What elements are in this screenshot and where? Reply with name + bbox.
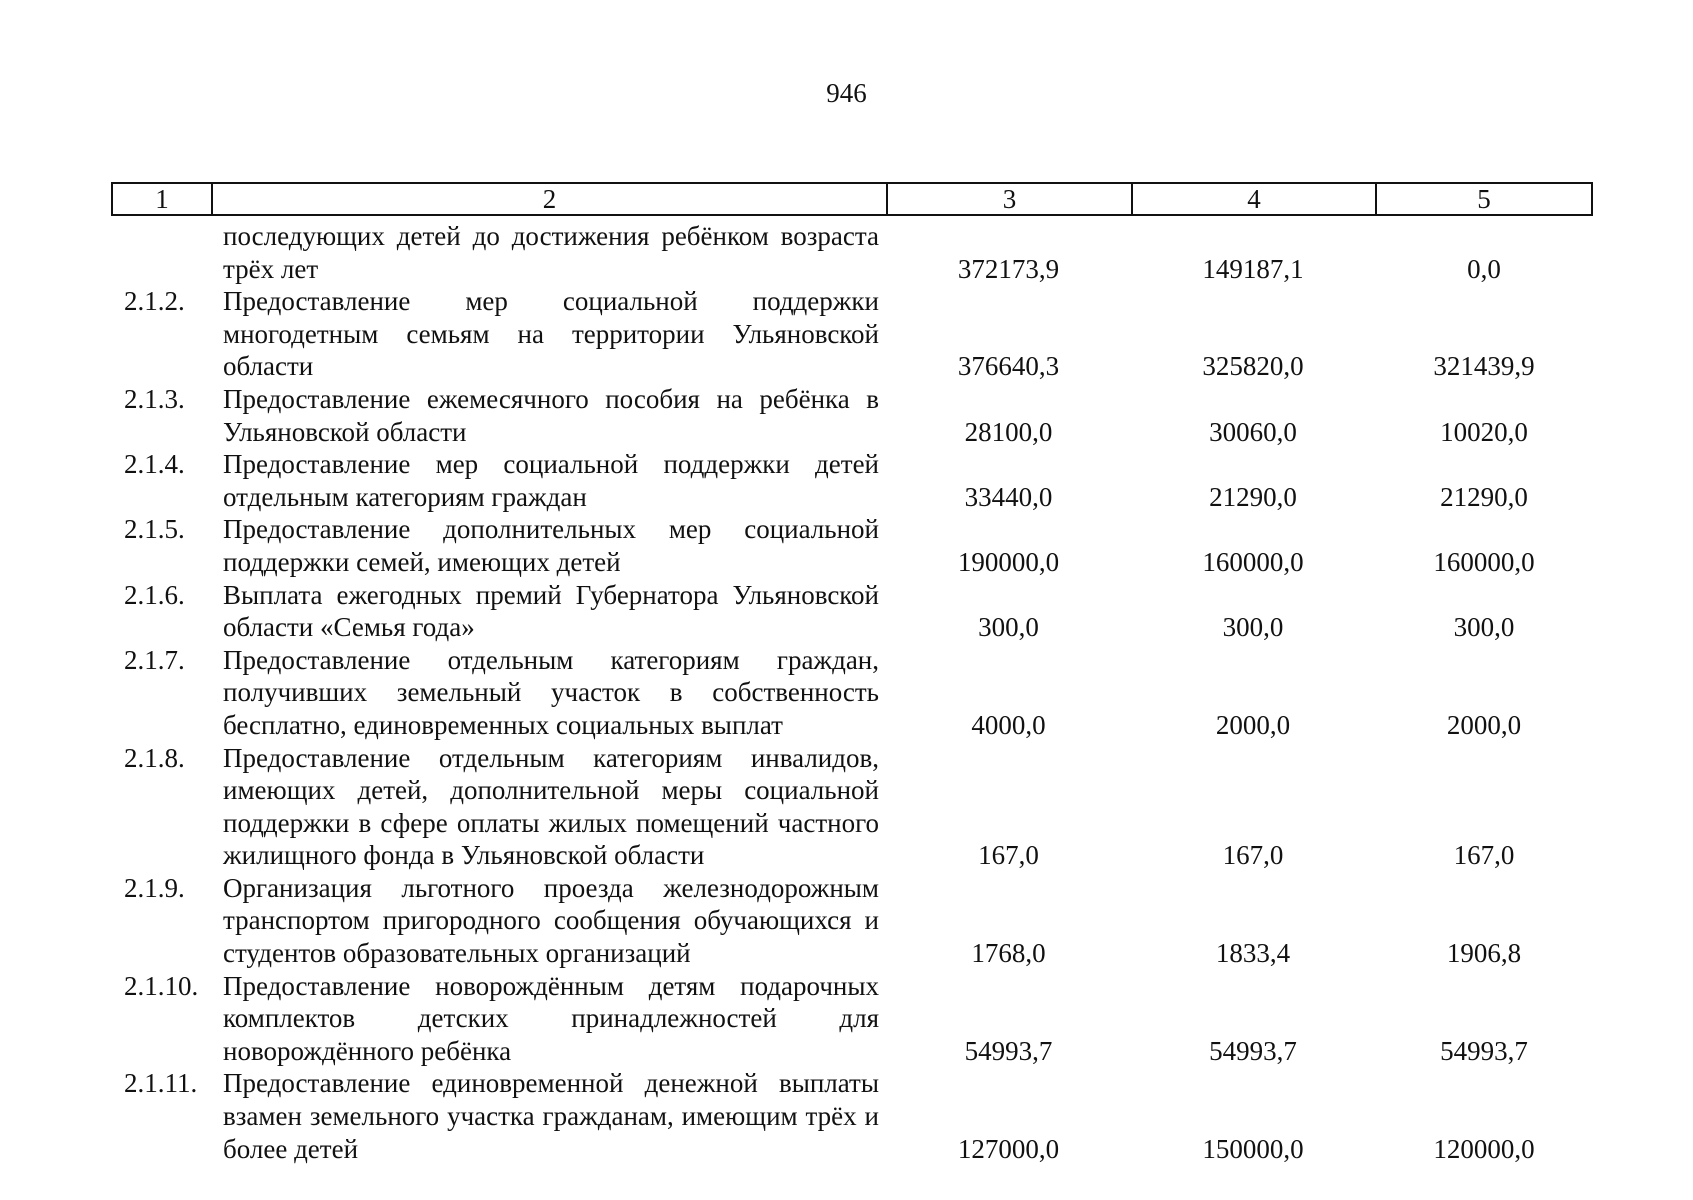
row-description: Выплата ежегодных премий Губернатора Ульяновской области «Семья года»: [223, 579, 879, 643]
row-description: Предоставление дополнительных мер социальной поддержки семей, имеющих детей: [223, 514, 879, 577]
row-value-col-3: 127000,0: [957, 1133, 1060, 1164]
row-value-col-5: 120000,0: [1433, 1133, 1535, 1164]
row-number: 2.1.3.: [124, 383, 185, 414]
row-value-col-3: 4000,0: [971, 709, 1046, 740]
row-value-col-5: 1906,8: [1446, 938, 1522, 969]
row-description: Предоставление отдельным категориям инвалидов, имеющих детей, дополнительной меры социальной поддержки в сфере оплаты жилых помещений частного жилищного фонда в Ульяновской области: [223, 742, 879, 871]
row-value-col-3: 190000,0: [957, 546, 1060, 577]
row-value-col-4: 1833,4: [1215, 938, 1291, 969]
row-value-col-4: 150000,0: [1202, 1133, 1304, 1164]
header-col-1: 1: [113, 184, 213, 214]
row-description: Предоставление отдельным категориям граждан, получивших земельный участок в собственность бесплатно, единовременных социальных выплат: [223, 644, 879, 740]
table-row: [111, 970, 1593, 1068]
row-number: 2.1.9.: [124, 872, 185, 903]
row-number: 2.1.4.: [124, 449, 185, 480]
row-value-col-3: 1768,0: [971, 938, 1046, 969]
row-value-col-3: 28100,0: [964, 416, 1053, 447]
row-description: Предоставление ежемесячного пособия на ребёнка в Ульяновской области: [223, 383, 879, 447]
row-description: Предоставление новорождённым детям подарочных комплектов детских принадлежностей для новорождённого ребёнка: [223, 970, 879, 1066]
row-number: 2.1.6.: [124, 579, 185, 610]
row-value-col-4: 30060,0: [1209, 416, 1297, 447]
table-row: [111, 285, 1593, 383]
row-value-col-3: 54993,7: [964, 1035, 1053, 1066]
row-value-col-3: 376640,3: [957, 351, 1060, 382]
row-value-col-4: 21290,0: [1209, 481, 1297, 512]
row-number: 2.1.10.: [124, 970, 199, 1001]
row-description: Организация льготного проезда железнодорожным транспортом пригородного сообщения обучающихся и студентов образовательных организаций: [223, 872, 879, 969]
table-row: [111, 742, 1593, 872]
table-header: [111, 182, 1593, 216]
row-value-col-3: 167,0: [978, 840, 1039, 871]
row-value-col-5: 167,0: [1453, 840, 1515, 871]
row-value-col-4: 325820,0: [1202, 351, 1304, 382]
row-number: 2.1.2.: [124, 286, 185, 317]
table-row: [111, 644, 1593, 742]
row-value-col-3: 372173,9: [957, 253, 1060, 284]
header-col-4: 4: [1133, 184, 1377, 214]
header-col-5: 5: [1477, 183, 1491, 214]
table-row: [111, 513, 1593, 578]
row-value-col-4: 300,0: [1222, 612, 1284, 643]
row-value-col-5: 160000,0: [1433, 546, 1535, 577]
row-value-col-3: 33440,0: [964, 481, 1053, 512]
table-row: [111, 448, 1593, 513]
row-value-col-5: 21290,0: [1440, 481, 1528, 512]
row-value-col-4: 160000,0: [1202, 546, 1304, 577]
page-number: 946: [826, 78, 867, 108]
row-description: Предоставление мер социальной поддержки многодетным семьям на территории Ульяновской области: [223, 286, 879, 382]
table-row: [111, 579, 1593, 644]
header-col-3: 3: [888, 184, 1133, 214]
row-description: Предоставление мер социальной поддержки детей отдельным категориям граждан: [223, 449, 879, 512]
row-number: 2.1.5.: [124, 514, 185, 545]
table-row: [111, 383, 1593, 448]
row-value-col-5: 2000,0: [1446, 709, 1522, 740]
table-body: [111, 220, 1593, 1165]
row-value-col-5: 0,0: [1467, 253, 1501, 284]
row-number: 2.1.7.: [124, 644, 185, 675]
row-value-col-5: 54993,7: [1440, 1035, 1528, 1066]
table-row: [111, 1067, 1593, 1165]
row-description: последующих детей до достижения ребёнком возраста трёх лет: [223, 221, 879, 284]
row-value-col-4: 149187,1: [1202, 253, 1304, 284]
row-value-col-5: 300,0: [1453, 612, 1515, 643]
table-row: [111, 872, 1593, 970]
row-description: Предоставление единовременной денежной выплаты взамен земельного участка гражданам, имеющим трёх и более детей: [223, 1068, 879, 1164]
header-col-2: 2: [213, 184, 888, 214]
row-number: 2.1.8.: [124, 742, 185, 773]
row-number: 2.1.11.: [124, 1068, 198, 1099]
row-value-col-4: 167,0: [1222, 840, 1284, 871]
table-row: [111, 220, 1593, 285]
row-value-col-5: 10020,0: [1440, 416, 1528, 447]
row-value-col-4: 2000,0: [1215, 709, 1291, 740]
row-value-col-4: 54993,7: [1209, 1035, 1297, 1066]
row-value-col-3: 300,0: [978, 612, 1039, 643]
row-value-col-5: 321439,9: [1433, 351, 1535, 382]
